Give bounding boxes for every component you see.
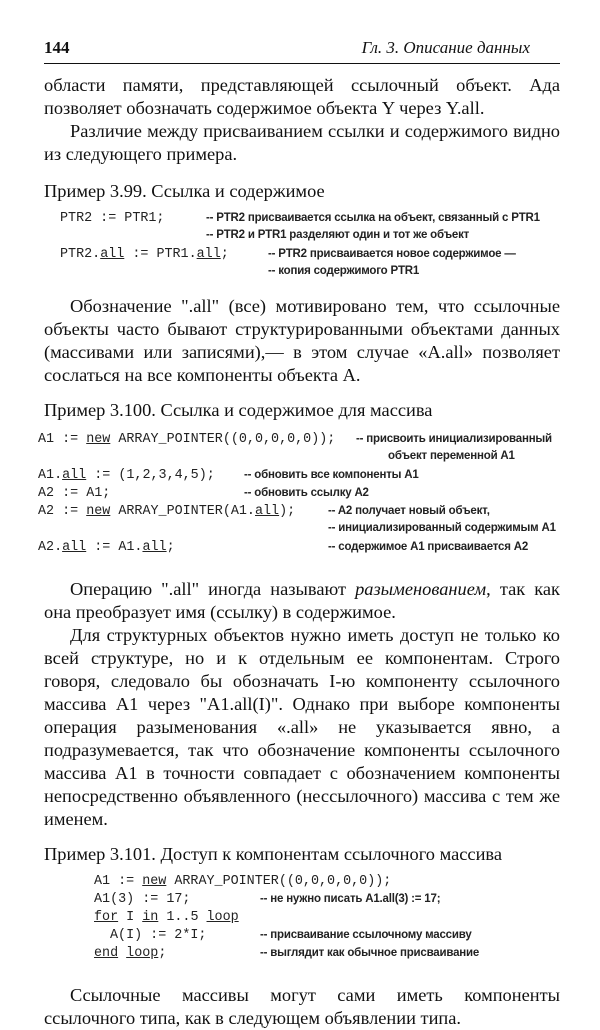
code-line	[38, 522, 560, 540]
code-text: A1(3) := 17;	[94, 892, 191, 907]
code-line	[60, 211, 560, 229]
keyword-new: new	[86, 504, 111, 519]
example-3-99-caption: Пример 3.99. Ссылка и содержимое	[44, 181, 325, 201]
keyword-end: end	[94, 946, 119, 961]
example-3-101-caption: Пример 3.101. Доступ к компонентам ссылочного массива	[44, 844, 503, 864]
example-3-100-caption: Пример 3.100. Ссылка и содержимое для массива	[44, 400, 433, 420]
paragraph-5: Для структурных объектов нужно иметь доступ не только ко всей структуре, но и к отдельным ее компонентам. Строго говоря, следовало бы обозначать I-ю компоненту ссылочного массива A1 через "A1.all(I)". Однако при выборе компоненты операция разыменования «.all» не указывается явно, а подразумевается, так что обозначение компоненты ссылочного массива A1 в точности совпадает с обозначением компоненты непосредственно объявленного (нессылочного) массива с тем же именем.	[44, 625, 560, 829]
code-line	[60, 265, 560, 283]
keyword-all: all	[196, 247, 221, 262]
code-token: );	[279, 504, 296, 519]
code-line	[38, 540, 560, 558]
book-page	[38, 38, 560, 1030]
code-token	[118, 946, 126, 961]
code-line	[38, 486, 560, 504]
code-comment: -- присваивание ссылочному массиву	[260, 929, 472, 941]
code-text	[38, 504, 328, 519]
code-line	[94, 928, 560, 946]
keyword-all: all	[62, 468, 87, 483]
code-comment: -- PTR2 присваивается ссылка на объект, связанный с PTR1	[206, 212, 540, 224]
paragraph-3: Обозначение ".all" (все) мотивировано тем, что ссылочные объекты часто бывают структурированными объектами данных (массивами или записями),— в этом случае «A.all» позволяет сослаться на все компоненты объекта A.	[44, 296, 560, 385]
keyword-all: all	[100, 247, 125, 262]
running-title: Гл. 3. Описание данных	[361, 38, 530, 57]
code-comment: -- выглядит как обычное присваивание	[260, 947, 480, 959]
code-comment: -- присвоить инициализированный	[356, 433, 552, 445]
code-text	[60, 247, 268, 262]
code-token: ;	[220, 247, 229, 262]
code-comment: объект переменной A1	[388, 450, 515, 462]
code-line	[38, 450, 560, 468]
code-line	[94, 946, 560, 964]
paragraph-4: Операцию ".all" иногда называют разыменованием, так как она преобразует имя (ссылку) в содержимое.	[44, 579, 560, 622]
code-line	[94, 874, 560, 892]
running-header	[44, 38, 560, 64]
example-3-100-code	[38, 432, 560, 558]
code-token: ARRAY_POINTER((0,0,0,0,0));	[166, 874, 392, 889]
code-line	[38, 468, 560, 486]
code-comment: -- PTR2 и PTR1 разделяют один и тот же объект	[206, 229, 470, 241]
keyword-in: in	[142, 910, 159, 925]
code-token: ARRAY_POINTER(A1.	[110, 504, 255, 519]
example-3-101-code	[44, 874, 560, 964]
example-3-99-code	[44, 211, 560, 283]
code-text	[38, 540, 328, 555]
code-token: := PTR1.	[124, 247, 197, 262]
code-token: ARRAY_POINTER((0,0,0,0,0));	[110, 432, 336, 447]
page-number: 144	[44, 38, 70, 57]
code-comment: -- PTR2 присваивается новое содержимое —	[268, 248, 516, 260]
code-token: A1.	[38, 468, 63, 483]
keyword-loop: loop	[126, 946, 159, 961]
code-token: := (1,2,3,4,5);	[86, 468, 215, 483]
code-line	[38, 504, 560, 522]
code-text: PTR2 := PTR1;	[60, 211, 165, 226]
code-token: A2 :=	[38, 504, 87, 519]
code-comment: -- инициализированный содержимым A1	[328, 522, 556, 534]
code-token: ;	[158, 946, 167, 961]
paragraph-1: области памяти, представляющей ссылочный объект. Ада позволяет обозначать содержимое объекта Y через Y.all.	[44, 75, 560, 118]
code-text	[94, 910, 239, 925]
code-token: 1..5	[158, 910, 207, 925]
code-comment: -- обновить все компоненты A1	[244, 469, 419, 481]
code-comment: -- копия содержимого PTR1	[268, 265, 420, 277]
code-line	[94, 910, 560, 928]
code-text	[94, 946, 260, 961]
code-text	[38, 468, 244, 483]
code-comment: -- содержимое A1 присваивается A2	[328, 541, 529, 553]
keyword-all: all	[142, 540, 167, 555]
code-text: A2 := A1;	[38, 486, 111, 501]
keyword-new: new	[86, 432, 111, 447]
code-comment: -- A2 получает новый объект,	[328, 505, 490, 517]
code-token: A1 :=	[94, 874, 143, 889]
code-line	[94, 892, 560, 910]
code-text	[94, 874, 391, 889]
code-token: I	[118, 910, 143, 925]
code-text: A(I) := 2*I;	[110, 928, 207, 943]
keyword-all: all	[254, 504, 280, 519]
code-comment: -- не нужно писать A1.all(3) := 17;	[260, 893, 441, 905]
keyword-new: new	[142, 874, 167, 889]
code-text	[38, 432, 356, 447]
keyword-for: for	[94, 910, 119, 925]
code-line	[60, 229, 560, 247]
code-line	[38, 432, 560, 450]
paragraph-2: Различие между присваиванием ссылки и содержимого видно из следующего примера.	[44, 121, 560, 164]
code-line	[60, 247, 560, 265]
keyword-all: all	[62, 540, 87, 555]
code-token: A1 :=	[38, 432, 87, 447]
code-token: ;	[166, 540, 175, 555]
code-token: A2.	[38, 540, 63, 555]
code-token: := A1.	[86, 540, 143, 555]
code-comment: -- обновить ссылку A2	[244, 487, 369, 499]
keyword-loop: loop	[206, 910, 239, 925]
code-token: PTR2.	[60, 247, 101, 262]
paragraph-6: Ссылочные массивы могут сами иметь компоненты ссылочного типа, как в следующем объявлении типа.	[44, 985, 560, 1028]
term-dereferencing: разыменованием	[355, 579, 487, 599]
